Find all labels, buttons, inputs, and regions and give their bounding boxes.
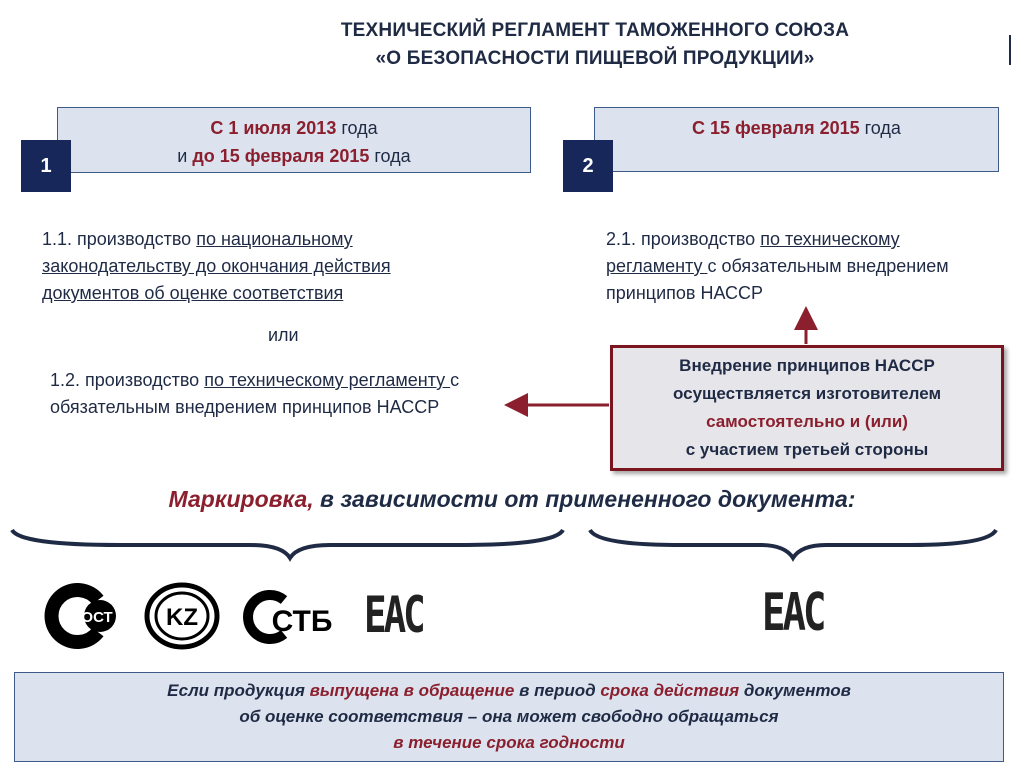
gost-r-logo [46, 586, 127, 646]
period-2-line-1: С 15 февраля 2015 года [692, 118, 901, 138]
period-1-line-1: С 1 июля 2013 года [210, 118, 378, 138]
marking-heading: Маркировка, в зависимости от примененного документа: [168, 486, 856, 512]
item-2-1: 2.1. производство по техническому регламенту с обязательным внедрением принципов НАССР [606, 229, 949, 303]
haccp-box [610, 345, 1004, 471]
haccp-line-1: Внедрение принципов НАССР [679, 356, 935, 375]
footer-line-2: об оценке соответствия – она может свободно обращаться [239, 707, 779, 726]
gost-r-logo-text: ГОСТ Р [73, 609, 127, 626]
left-brace [12, 530, 563, 558]
item-1-1: 1.1. производство по национальному законодательству до окончания действия документов об оценке соответствия [42, 229, 391, 303]
haccp-line-3: самостоятельно и (или) [706, 412, 908, 431]
right-brace [590, 530, 996, 558]
footer-line-1: Если продукция выпущена в обращение в период срока действия документов [167, 681, 851, 700]
title-line-1: ТЕХНИЧЕСКИЙ РЕГЛАМЕНТ ТАМОЖЕННОГО СОЮЗА [340, 20, 850, 41]
eac-logo-right: ЕАС [762, 583, 824, 643]
haccp-line-2: осуществляется изготовителем [672, 384, 942, 403]
stb-logo-text: СТБ [271, 605, 333, 638]
eac-logo-left: ЕАС [364, 586, 423, 644]
or-text: или [268, 325, 299, 345]
title-line-2: «О БЕЗОПАСНОСТИ ПИЩЕВОЙ ПРОДУКЦИИ» [375, 48, 815, 69]
footer-line-3: в течение срока годности [393, 733, 625, 752]
period-1-line-2: и до 15 февраля 2015 года [177, 146, 411, 166]
footer-note-box [14, 672, 1004, 762]
haccp-line-4: с участием третьей стороны [685, 440, 929, 459]
kz-logo-text: KZ [166, 604, 198, 631]
stb-logo [244, 588, 333, 646]
kz-logo [144, 583, 220, 649]
period-2-number: 2 [563, 140, 613, 192]
item-1-2: 1.2. производство по техническому регламенту с обязательным внедрением принципов НАССР [50, 370, 460, 417]
period-1-number: 1 [21, 140, 71, 192]
